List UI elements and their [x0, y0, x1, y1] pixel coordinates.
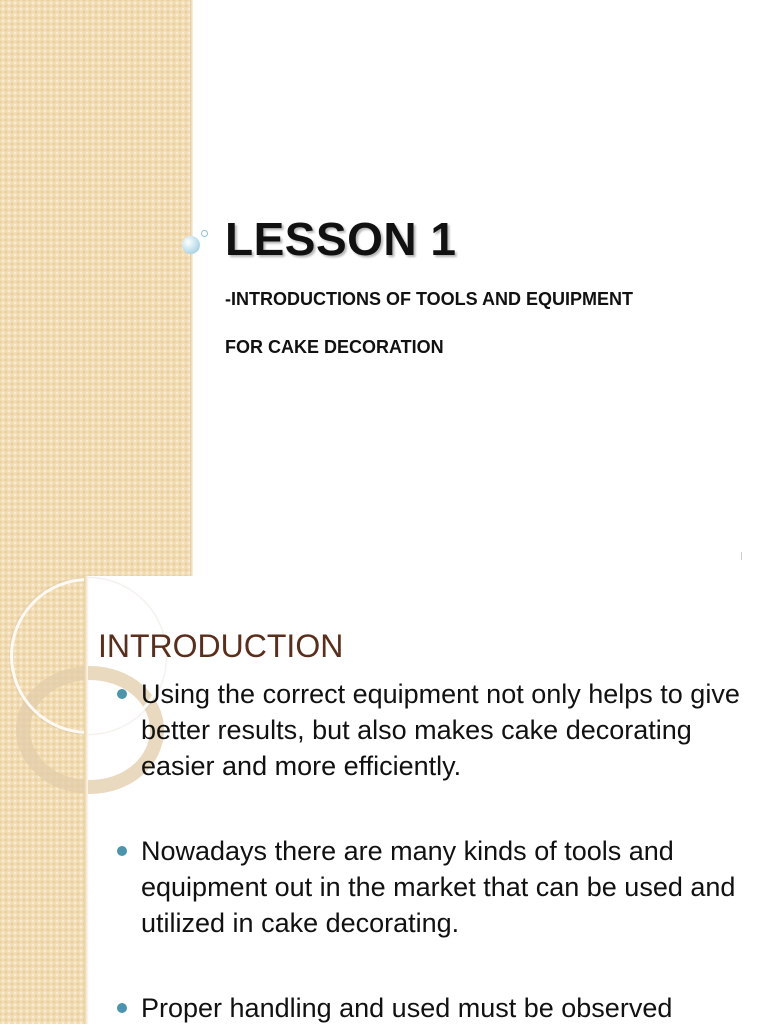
bullet-icon — [117, 846, 127, 856]
slide-marker — [741, 552, 742, 560]
subtitle-line-1: -INTRODUCTIONS OF TOOLS AND EQUIPMENT — [225, 289, 633, 309]
section-heading: INTRODUCTION — [98, 628, 344, 664]
texture-sidebar — [0, 0, 190, 576]
bullet-text: Using the correct equipment not only helps to give better results, but also makes cake decorating easier and more efficiently. — [141, 679, 740, 781]
bullet-icon — [117, 689, 127, 699]
lesson-title: LESSON 1 — [225, 213, 457, 265]
list-item — [115, 676, 755, 784]
bubble-ornament-large — [182, 236, 200, 254]
list-item — [115, 990, 755, 1024]
bullet-list — [115, 676, 755, 1024]
subtitle-line-2: FOR CAKE DECORATION — [225, 337, 444, 357]
bubble-ornament-small — [201, 230, 208, 237]
bullet-text: Proper handling and used must be observed — [141, 993, 673, 1023]
sidebar-edge — [84, 576, 88, 1024]
list-item — [115, 833, 755, 941]
sidebar-edge — [190, 0, 193, 576]
slide-introduction — [0, 576, 768, 1024]
bullet-text: Nowadays there are many kinds of tools and equipment out in the market that can be used and utilized in cake decorating. — [141, 836, 736, 938]
bullet-icon — [117, 1003, 127, 1013]
